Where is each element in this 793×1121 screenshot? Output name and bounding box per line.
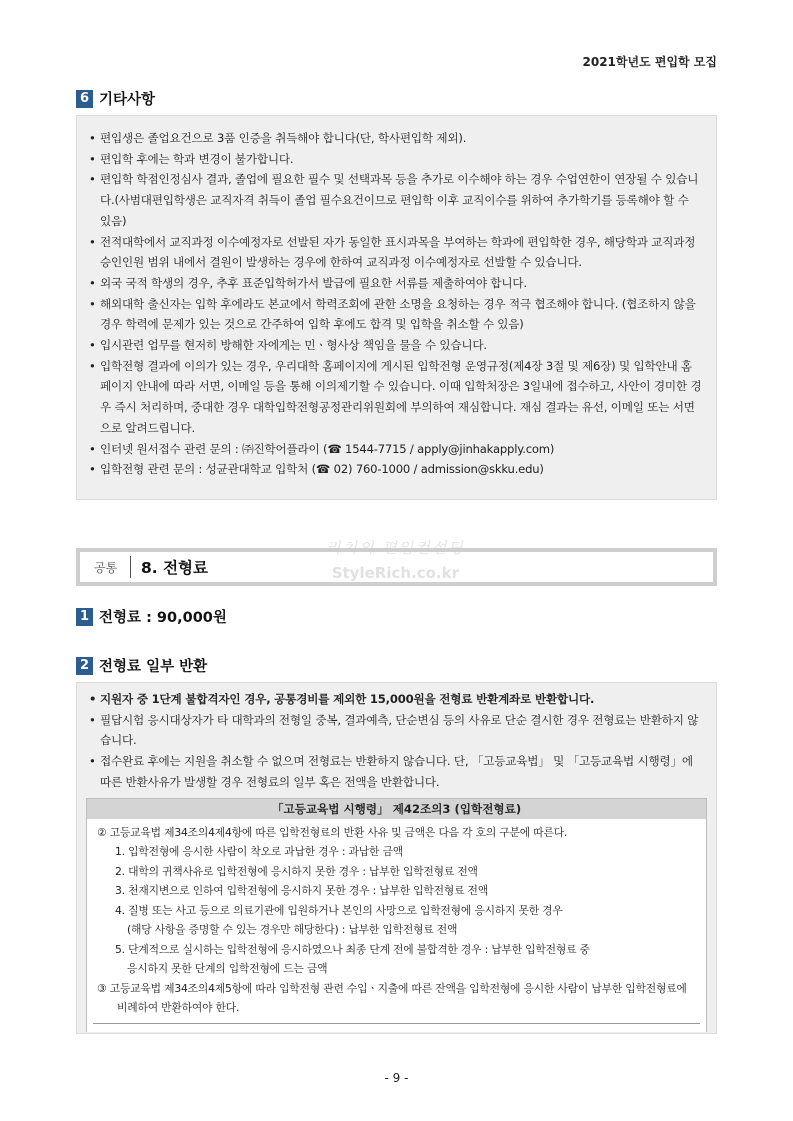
watermark-line2: StyleRich.co.kr [331,564,459,582]
section-number-badge: 6 [76,90,93,108]
list-item: • 입학전형 관련 문의 : 성균관대학교 입학처 (☎ 02) 760-1000 / admission@skku.edu) [89,459,702,480]
regulation-box [86,798,707,1032]
list-item: • 전적대학에서 교직과정 이수예정자로 선발된 자가 동일한 표시과목을 부여하는 학과에 편입학한 경우, 해당학과 교직과정 승인인원 범위 내에서 결원이 발생하는 경우에 한하여 교직과정 이수예정자로 선발할 수 있습니다. [89,232,702,273]
list-item: • 편입생은 졸업요건으로 3품 인증을 취득해야 합니다(단, 학사편입학 제외). [89,128,702,149]
regulation-line: 4. 질병 또는 사고 등으로 의료기관에 입원하거나 본인의 사망으로 입학전형에 응시하지 못한 경우 [115,903,563,917]
section-8-banner [76,548,717,586]
section-number-badge: 1 [76,608,93,626]
fee-title: 전형료 : 90,000원 [99,610,227,626]
regulation-line: 5. 단계적으로 실시하는 입학전형에 응시하였으나 최종 단계 전에 불합격한 경우 : 납부한 입학전형료 중 [115,942,590,956]
banner-divider [130,556,131,578]
fee-heading [76,606,227,627]
watermark-line1: 리치의 편입컨설팅 [326,539,465,557]
regulation-line: 응시하지 못한 단계의 입학전형에 드는 금액 [127,962,328,976]
list-item: • 외국 국적 학생의 경우, 추후 표준입학허가서 발급에 필요한 서류를 제출하여야 합니다. [89,273,702,294]
refund-notes-list [89,689,704,793]
regulation-body [87,819,706,1026]
misc-notes-box [76,115,717,500]
list-item: • 지원자 중 1단계 불합격자인 경우, 공통경비를 제외한 15,000원을 전형료 반환계좌로 반환합니다. [89,689,704,710]
regulation-line: 1. 입학전형에 응시한 사람이 착오로 과납한 경우 : 과납한 금액 [115,845,403,859]
refund-heading [76,655,207,676]
section-number-badge: 2 [76,657,93,675]
list-item: • 입시관련 업무를 현저히 방해한 자에게는 민ㆍ형사상 책임을 물을 수 있습니다. [89,335,702,356]
regulation-line: ② 고등교육법 제34조의4제4항에 따른 입학전형료의 반환 사유 및 금액은 다음 각 호의 구분에 따른다. [97,825,568,839]
section-6-heading [76,88,155,109]
list-item: • 필답시험 응시대상자가 타 대학과의 전형일 중복, 결과예측, 단순변심 등의 사유로 단순 결시한 경우 전형료는 반환하지 않습니다. [89,710,704,751]
list-item: • 편입학 후에는 학과 변경이 불가합니다. [89,149,702,170]
section-title: 기타사항 [99,92,156,108]
list-item: • 입학전형 결과에 이의가 있는 경우, 우리대학 홈페이지에 게시된 입학전형 운영규정(제4장 3절 및 제6장) 및 입학안내 홈페이지 안내에 따라 서면, 이메일 등을 통해 이의제기할 수 있습니다. 이때 입학처장은 3일내에 접수하고, 사안이 경미한 경우 즉시 처리하며, 중대한 경우 대학입학전형공정관리위원회에 부의하여 재심합니다. 재심 결과는 유선, 이메일 또는 서면으로 알려드립니다. [89,356,702,439]
document-header-title: 2021학년도 편입학 모집 [582,55,717,69]
regulation-line: 비례하여 반환하여야 한다. [117,1001,240,1015]
refund-box [76,682,717,1034]
list-item: • 편입학 학점인정심사 결과, 졸업에 필요한 필수 및 선택과목 등을 추가로 이수해야 하는 경우 수업연한이 연장될 수 있습니다.(사범대편입학생은 교직자격 취득이 졸업 필수요건이므로 편입학 이후 교직이수를 위하여 추가학기를 등록해야 할 수 있음) [89,169,702,231]
banner-category: 공통 [94,560,118,575]
regulation-divider [93,1023,700,1024]
regulation-line: ③ 고등교육법 제34조의4제5항에 따라 입학전형 관련 수입ㆍ지출에 따른 잔액을 입학전형에 응시한 사람이 납부한 입학전형료에 [97,981,687,995]
list-item: • 해외대학 출신자는 입학 후에라도 본교에서 학력조회에 관한 소명을 요청하는 경우 적극 협조해야 합니다. (협조하지 않을 경우 학력에 문제가 있는 것으로 간주하여 입학 후에도 합격 및 입학을 취소할 수 있음) [89,294,702,335]
regulation-title: 「고등교육법 시행령」 제42조의3 (입학전형료) [87,799,706,819]
refund-title: 전형료 일부 반환 [99,659,208,675]
list-item: • 인터넷 원서접수 관련 문의 : ㈜진학어플라이 (☎ 1544-7715 / apply@jinhakapply.com) [89,439,702,460]
misc-notes-list [89,128,702,480]
regulation-line: 2. 대학의 귀책사유로 입학전형에 응시하지 못한 경우 : 납부한 입학전형료 전액 [115,864,478,878]
page-number: - 9 - [384,1071,409,1085]
regulation-line: (해당 사항을 증명할 수 있는 경우만 해당한다) : 납부한 입학전형료 전액 [127,923,458,937]
banner-title: 8. 전형료 [141,559,208,577]
regulation-line: 3. 천재지변으로 인하여 입학전형에 응시하지 못한 경우 : 납부한 입학전형료 전액 [115,884,489,898]
list-item: • 접수완료 후에는 지원을 취소할 수 없으며 전형료는 반환하지 않습니다. 단, 「고등교육법」 및 「고등교육법 시행령」에 따른 반환사유가 발생할 경우 전형료의 일부 혹은 전액을 반환합니다. [89,751,704,792]
